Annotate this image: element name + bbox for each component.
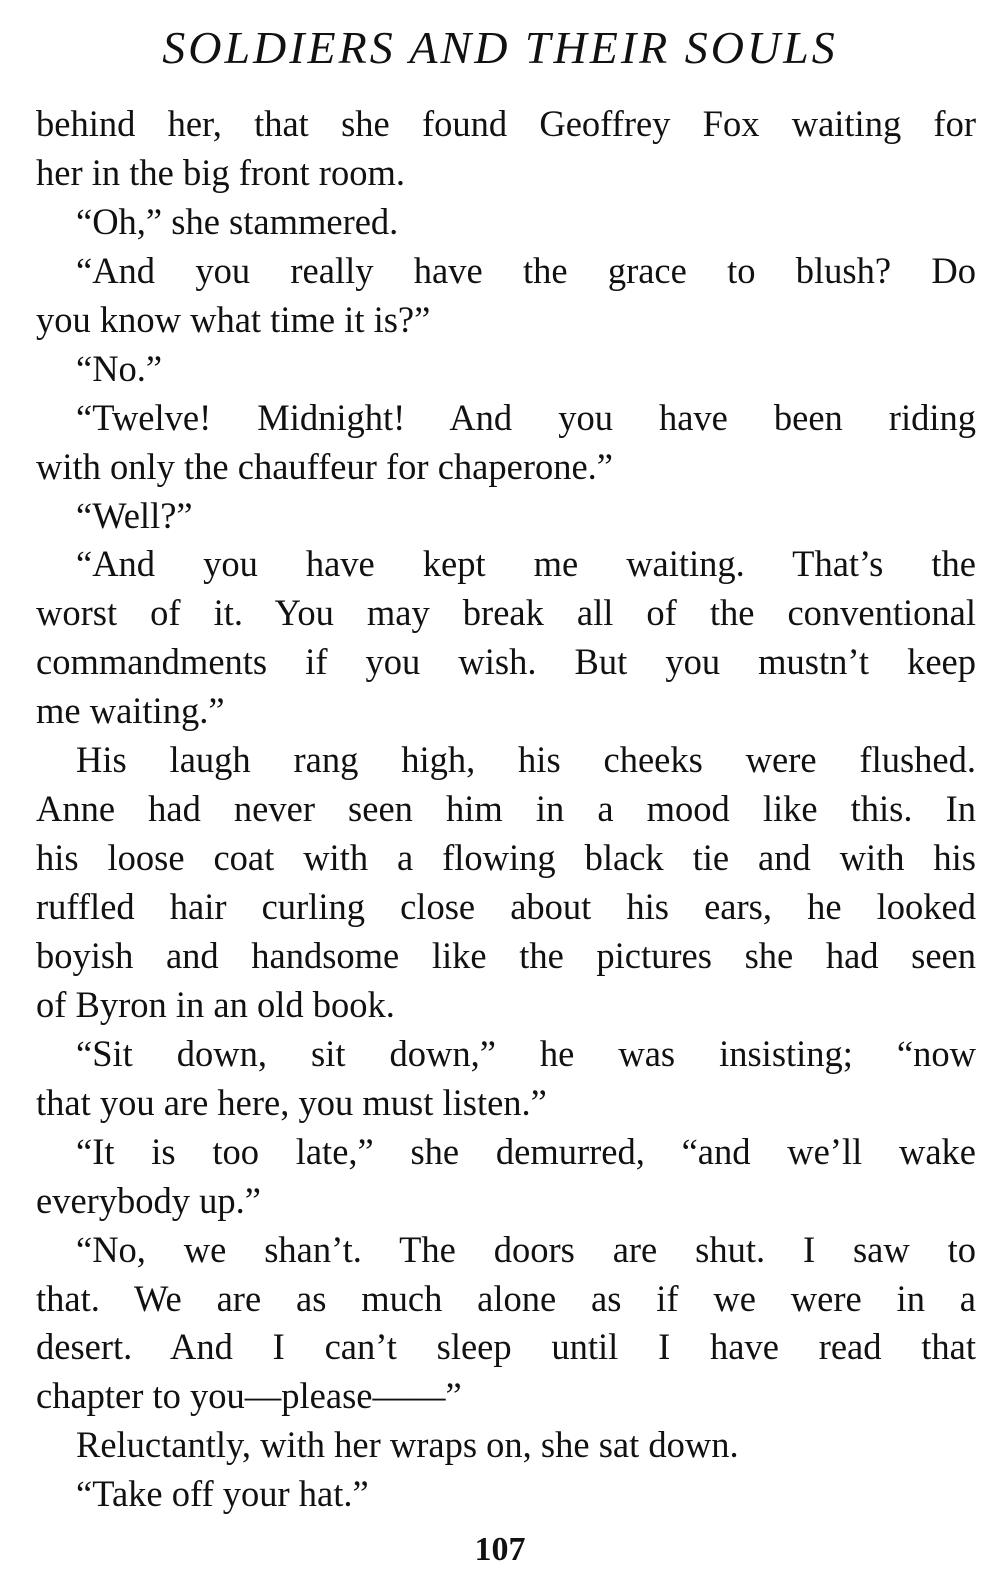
text-line: her in the big front room. bbox=[36, 151, 405, 193]
text-line: worst of it. You may break all of the conventional bbox=[36, 592, 976, 634]
text-line: “Take off your hat.” bbox=[76, 1473, 369, 1515]
text-line: desert. And I can’t sleep until I have read that bbox=[36, 1326, 976, 1368]
page-number: 107 bbox=[474, 1531, 526, 1568]
text-line: ruffled hair curling close about his ears, he looked bbox=[36, 886, 976, 927]
text-line: commandments if you wish. But you mustn’t keep bbox=[36, 641, 976, 683]
running-head: SOLDIERS AND THEIR SOULS bbox=[162, 22, 838, 73]
text-line: you know what time it is?” bbox=[36, 298, 431, 340]
text-line: his loose coat with a flowing black tie and with his bbox=[36, 837, 976, 879]
text-line: “And you really have the grace to blush? Do bbox=[76, 249, 976, 291]
text-line: “It is too late,” she demurred, “and we’ll wake bbox=[76, 1130, 976, 1172]
text-line: “No, we shan’t. The doors are shut. I saw to bbox=[76, 1228, 976, 1270]
text-line: “Oh,” she stammered. bbox=[76, 200, 399, 242]
text-line: behind her, that she found Geoffrey Fox waiting for bbox=[36, 103, 976, 144]
text-line: me waiting.” bbox=[36, 690, 225, 732]
text-line: boyish and handsome like the pictures she had seen bbox=[36, 934, 976, 976]
text-line: Anne had never seen him in a mood like this. In bbox=[36, 788, 976, 830]
text-line: that you are here, you must listen.” bbox=[36, 1081, 547, 1123]
text-line: “Sit down, sit down,” he was insisting; “now bbox=[76, 1032, 976, 1074]
text-line: everybody up.” bbox=[36, 1179, 262, 1221]
text-line: “Well?” bbox=[76, 494, 193, 536]
body-text bbox=[36, 100, 976, 1519]
text-line: chapter to you—please——” bbox=[36, 1375, 462, 1417]
text-line: “Twelve! Midnight! And you have been riding bbox=[76, 396, 976, 438]
text-line: “No.” bbox=[76, 347, 163, 389]
text-line: “And you have kept me waiting. That’s the bbox=[76, 543, 976, 585]
text-line: of Byron in an old book. bbox=[36, 983, 395, 1025]
text-line: that. We are as much alone as if we were in a bbox=[36, 1277, 976, 1319]
text-line: His laugh rang high, his cheeks were flushed. bbox=[76, 739, 976, 781]
text-line: Reluctantly, with her wraps on, she sat down. bbox=[76, 1424, 739, 1466]
text-line: with only the chauffeur for chaperone.” bbox=[36, 445, 613, 487]
